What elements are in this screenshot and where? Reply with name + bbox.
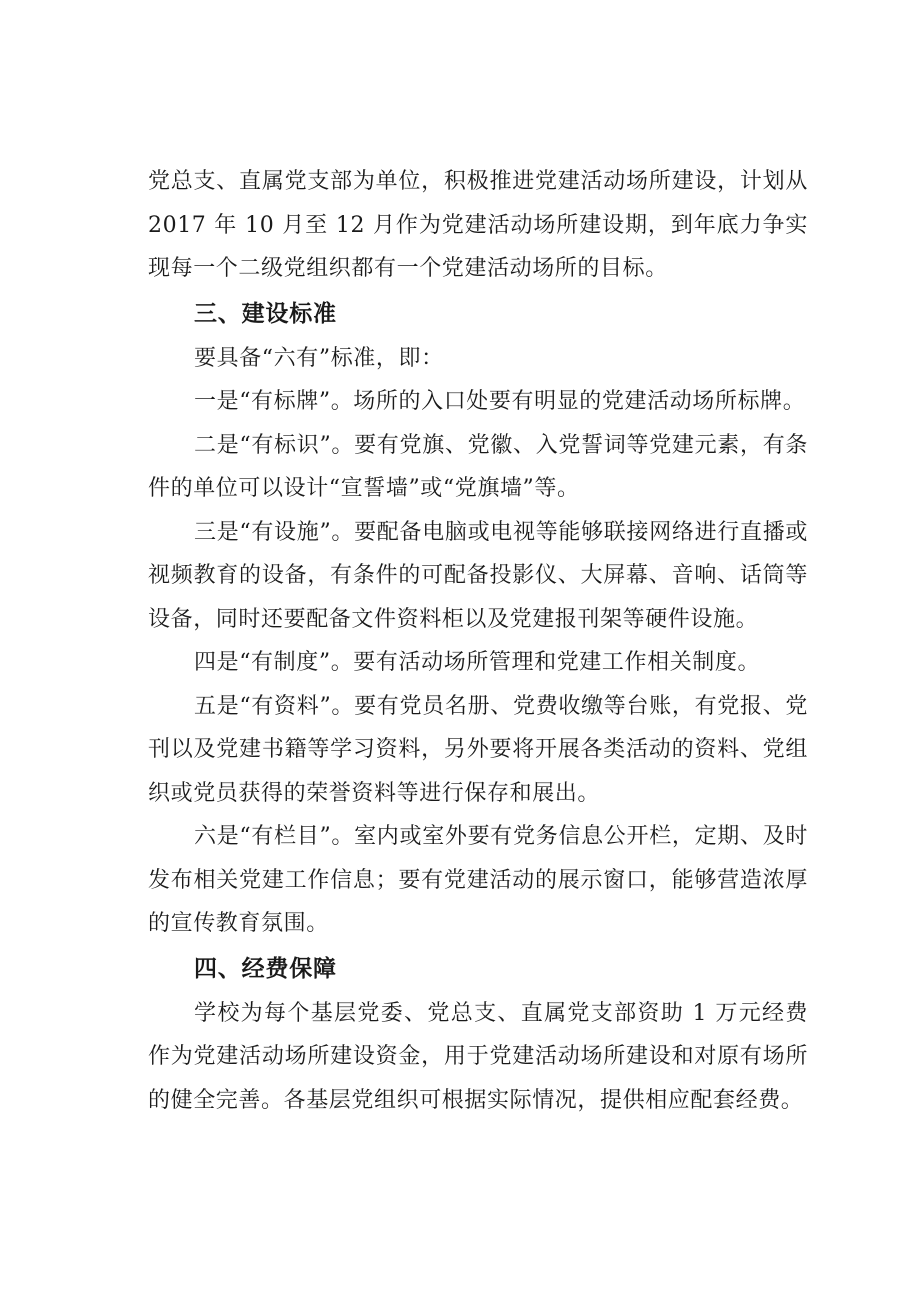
heading-construction-standards: 三、建设标准 xyxy=(194,300,337,327)
paragraph-item-columns: 六是“有栏目”。室内或室外要有党务信息公开栏，定期、及时发布相关党建工作信息；要有党建活动的展示窗口，能够营造浓厚的宣传教育氛围。 xyxy=(148,824,808,936)
paragraph-item-signboard: 一是“有标牌”。场所的入口处要有明显的党建活动场所标牌。 xyxy=(194,389,806,414)
document-body xyxy=(148,160,808,1122)
heading-funding: 四、经费保障 xyxy=(194,955,337,982)
paragraph-standard-intro: 要具备“六有”标准，即： xyxy=(194,345,444,371)
paragraph-item-identity: 二是“有标识”。要有党旗、党徽、入党誓词等党建元素，有条件的单位可以设计“宣誓墙”或“党旗墙”等。 xyxy=(148,432,808,501)
paragraph-item-materials: 五是“有资料”。要有党员名册、党费收缴等台账，有党报、党刊以及党建书籍等学习资料，另外要将开展各类活动的资料、党组织或党员获得的荣誉资料等进行保存和展出。 xyxy=(148,693,808,806)
paragraph-item-facilities: 三是“有设施”。要配备电脑或电视等能够联接网络进行直播或视频教育的设备，有条件的可配备投影仪、大屏幕、音响、话筒等设备，同时还要配备文件资料柜以及党建报刊架等硬件设施。 xyxy=(148,519,808,632)
paragraph-item-rules: 四是“有制度”。要有活动场所管理和党建工作相关制度。 xyxy=(194,650,761,675)
paragraph-funding: 学校为每个基层党委、党总支、直属党支部资助 1 万元经费作为党建活动场所建设资金，用于党建活动场所建设和对原有场所的健全完善。各基层党组织可根据实际情况，提供相应配套经费。 xyxy=(148,1000,808,1113)
paragraph-intro: 党总支、直属党支部为单位，积极推进党建活动场所建设，计划从 2017 年 10 月至 12 月作为党建活动场所建设期，到年底力争实现每一个二级党组织都有一个党建活动场所的目标。 xyxy=(148,169,808,281)
